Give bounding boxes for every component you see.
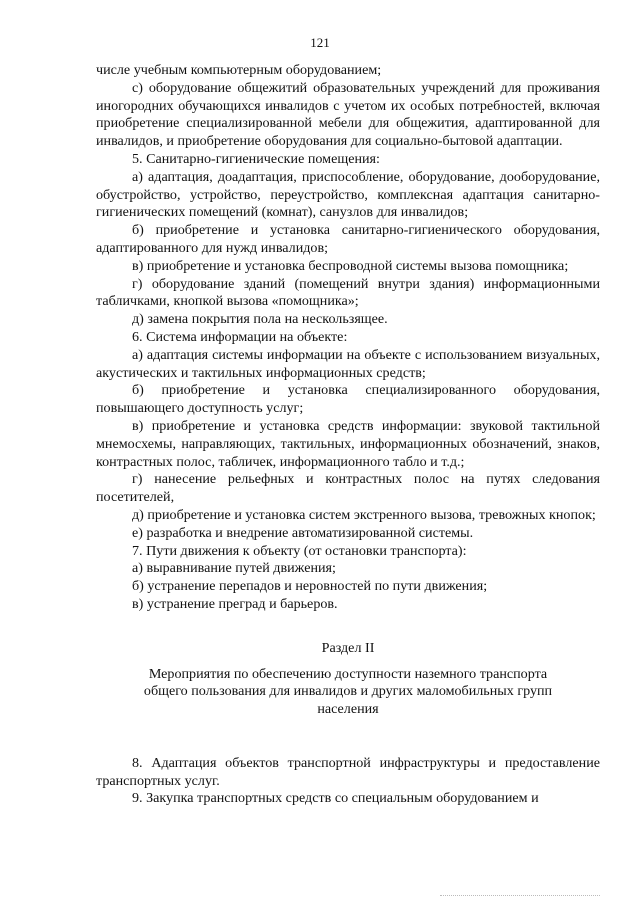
paragraph: числе учебным компьютерным оборудованием; (96, 62, 382, 78)
page-bottom-edge (440, 895, 600, 897)
paragraph: 8. Адаптация объектов транспортной инфраструктуры и предоставление транспортных услуг. (96, 754, 600, 789)
paragraph: в) приобретение и установка беспроводной системы вызова помощника; (132, 257, 569, 274)
paragraph: б) приобретение и установка специализированного оборудования, повышающего доступность услуг; (96, 382, 600, 417)
paragraph: в) устранение преград и барьеров. (132, 595, 338, 612)
paragraph: а) адаптация системы информации на объекте с использованием визуальных, акустических и тактильных информационных средств; (96, 346, 600, 381)
paragraph: д) приобретение и установка систем экстренного вызова, тревожных кнопок; (132, 506, 596, 523)
section-title-line: населения (317, 701, 379, 718)
section-heading: Раздел II (321, 639, 375, 656)
paragraph: а) выравнивание путей движения; (132, 560, 336, 577)
document-body (96, 62, 600, 808)
paragraph: б) приобретение и установка санитарно-гигиенического оборудования, адаптированного для нужд инвалидов; (96, 222, 600, 256)
paragraph: а) адаптация, доадаптация, приспособление, оборудование, дооборудование, обустройство, устройство, переустройство, комплексная адаптация санитарно-гигиенических помещений (комнат), санузлов для инвалидов; (96, 168, 600, 221)
page-number: 121 (310, 35, 330, 50)
paragraph: г) нанесение рельефных и контрастных полос на путях следования посетителей, (96, 471, 600, 506)
paragraph: 5. Санитарно-гигиенические помещения: (132, 150, 380, 167)
paragraph: в) приобретение и установка средств информации: звуковой тактильной мнемосхемы, направляющих, тактильных, информационных обозначений, знаков, контрастных полос, табличек, информационного табло и т.д.; (96, 417, 600, 470)
paragraph: г) оборудование зданий (помещений внутри здания) информационными табличками, кнопкой вызова «помощника»; (96, 275, 600, 310)
section-title-line: общего пользования для инвалидов и других маломобильных групп (143, 683, 553, 700)
paragraph: е) разработка и внедрение автоматизированной системы. (132, 524, 474, 541)
paragraph: б) устранение перепадов и неровностей по пути движения; (132, 578, 488, 595)
paragraph: 7. Пути движения к объекту (от остановки транспорта): (132, 542, 467, 559)
paragraph: 9. Закупка транспортных средств со специальным оборудованием и (132, 790, 539, 807)
paragraph: с) оборудование общежитий образовательных учреждений для проживания иногородних обучающихся инвалидов с учетом их особых потребностей, включая приобретение специализированной мебели для общежития, адаптированной для инвалидов, и приобретение оборудования для социально-бытовой адаптации. (96, 79, 600, 150)
section-title-line: Мероприятия по обеспечению доступности наземного транспорта (148, 665, 548, 682)
paragraph: 6. Система информации на объекте: (132, 328, 348, 345)
paragraph: д) замена покрытия пола на нескользящее. (132, 311, 388, 328)
